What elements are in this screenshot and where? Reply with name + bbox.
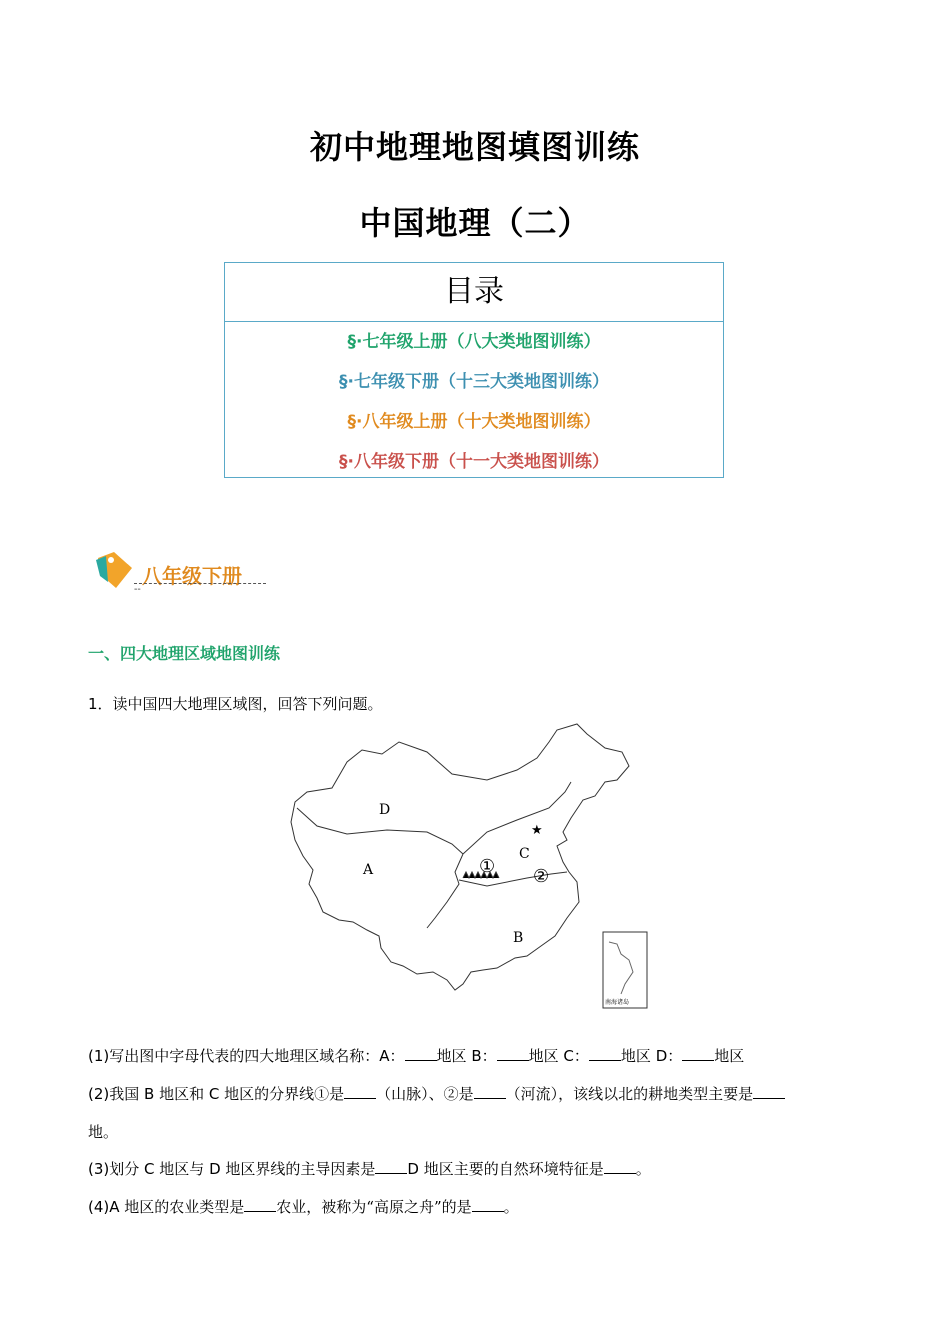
section-dash: --: [134, 584, 141, 595]
answer-blank[interactable]: [474, 1084, 506, 1099]
capital-star-icon: ★: [531, 823, 543, 838]
map-label-b: B: [513, 930, 524, 946]
q-text: 地区: [620, 1047, 656, 1065]
section-label: 八年级下册: [142, 564, 242, 588]
q-text: 地区界线的主导因素是: [220, 1160, 376, 1178]
answer-blank[interactable]: [589, 1046, 621, 1061]
q-text: 我国: [109, 1085, 145, 1103]
q-letter: D: [209, 1160, 221, 1178]
china-regions-map: [287, 722, 667, 1014]
qinling-huaihe-line: [459, 872, 567, 886]
answer-blank[interactable]: [497, 1046, 529, 1061]
map-label-circle2: ②: [533, 866, 550, 887]
toc-item-grade7-first[interactable]: §·七年级上册（八大类地图训练）: [347, 332, 601, 352]
q-text: 地区和: [154, 1085, 209, 1103]
document-subtitle: 中国地理（二）: [359, 204, 591, 242]
sub-question-3: [88, 1158, 651, 1179]
answer-blank[interactable]: [244, 1197, 276, 1212]
q-letter: A: [379, 1047, 390, 1065]
sub-question-2: [88, 1083, 785, 1104]
q-text: 地区的分界线①是: [219, 1085, 345, 1103]
q-text: 写出图中字母代表的四大地理区域名称：: [109, 1047, 380, 1065]
answer-blank[interactable]: [344, 1084, 376, 1099]
q-text: 地区的农业类型是: [119, 1198, 245, 1216]
q-letter: C: [144, 1160, 155, 1178]
question-1-text: 读中国四大地理区域图，回答下列问题。: [112, 695, 383, 713]
q-text: 农业，被称为“高原之舟”的是: [276, 1198, 472, 1216]
answer-blank[interactable]: [604, 1159, 636, 1174]
answer-blank[interactable]: [405, 1046, 437, 1061]
answer-blank[interactable]: [472, 1197, 504, 1212]
answer-blank[interactable]: [375, 1159, 407, 1174]
south-sea-inset: [603, 932, 647, 1008]
table-of-contents: [224, 262, 724, 478]
q-text: ：: [573, 1047, 589, 1065]
q-letter: D: [655, 1047, 668, 1065]
q-text: （河流），该线以北的耕地类型主要是: [505, 1085, 754, 1103]
q-text: 。: [503, 1198, 519, 1216]
map-label-c: C: [519, 846, 530, 862]
tag-icon: [92, 548, 138, 592]
china-outline: [291, 724, 629, 990]
q-text: ：: [481, 1047, 497, 1065]
q-letter: B: [144, 1085, 155, 1103]
q-letter: C: [563, 1047, 574, 1065]
sub-number: (1): [88, 1047, 110, 1065]
heading-four-regions: 一、四大地理区域地图训练: [88, 644, 281, 663]
answer-blank[interactable]: [753, 1084, 785, 1099]
sub-number: (4): [88, 1198, 110, 1216]
section-underline: [134, 583, 266, 584]
q-letter: A: [109, 1198, 120, 1216]
q-text: 地区: [436, 1047, 472, 1065]
q-text: ：: [667, 1047, 683, 1065]
map-label-d: D: [379, 802, 391, 818]
q-text: 地区与: [154, 1160, 210, 1178]
q-text: 划分: [109, 1160, 145, 1178]
q-letter: B: [471, 1047, 482, 1065]
toc-item-grade8-first[interactable]: §·八年级上册（十大类地图训练）: [347, 412, 601, 432]
q-text: （山脉）、②是: [376, 1085, 474, 1103]
q-text: ：: [389, 1047, 405, 1065]
inset-label: 南海诸岛: [605, 999, 630, 1006]
sub-question-1: [88, 1045, 744, 1066]
toc-item-grade7-second[interactable]: §·七年级下册（十三大类地图训练）: [339, 372, 609, 392]
q-text: 地区: [714, 1047, 745, 1065]
document-title: 初中地理地图填图训练: [309, 128, 640, 166]
map-label-a: A: [363, 862, 374, 878]
toc-item-grade8-second[interactable]: §·八年级下册（十一大类地图训练）: [339, 452, 609, 472]
q-text: 地区: [528, 1047, 564, 1065]
sub-question-4: [88, 1196, 519, 1217]
q-letter: C: [208, 1085, 220, 1103]
q-text: 地区主要的自然环境特征是: [418, 1160, 604, 1178]
answer-blank[interactable]: [682, 1046, 714, 1061]
question-number: 1．: [88, 695, 113, 713]
toc-heading: 目录: [225, 263, 723, 322]
boundary-a-b: [427, 854, 463, 928]
map-label-circle1: ①: [479, 856, 496, 877]
question-1-intro: [88, 693, 383, 714]
sub-question-2-continuation: 地。: [88, 1123, 119, 1141]
boundary-d-c: [463, 782, 571, 854]
sub-number: (2): [88, 1085, 110, 1103]
q-letter: D: [407, 1160, 419, 1178]
sub-number: (3): [88, 1160, 110, 1178]
q-text: 。: [635, 1160, 651, 1178]
